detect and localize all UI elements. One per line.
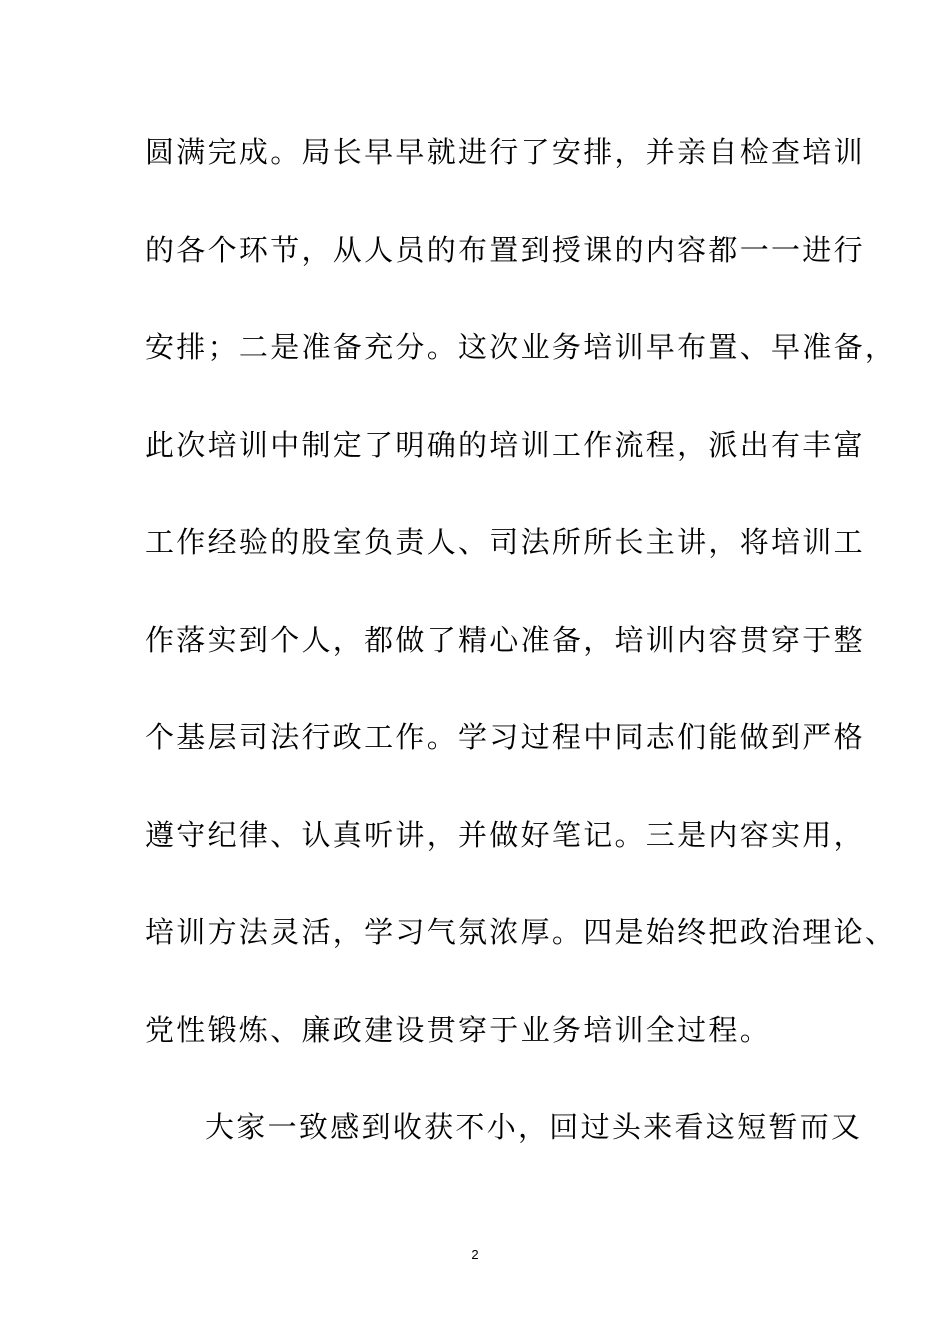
text-line-1: 圆满完成。局长早早就进行了安排，并亲自检查培训 bbox=[145, 135, 865, 169]
page-number: 2 bbox=[471, 1247, 479, 1262]
body-text bbox=[145, 127, 897, 1200]
text-line-4: 此次培训中制定了明确的培训工作流程，派出有丰富 bbox=[145, 427, 865, 462]
text-line-3: 安排；二是准备充分。这次业务培训早布置、早准备， bbox=[145, 330, 897, 364]
text-line-9: 培训方法灵活，学习气氛浓厚。四是始终把政治理论、 bbox=[145, 915, 897, 949]
text-line-6: 作落实到个人，都做了精心准备，培训内容贯穿于整 bbox=[145, 622, 865, 657]
text-line-7: 个基层司法行政工作。学习过程中同志们能做到严格 bbox=[145, 720, 865, 754]
text-line-8: 遵守纪律、认真听讲，并做好笔记。三是内容实用， bbox=[145, 817, 865, 852]
paragraph-start-line: 大家一致感到收获不小，回过头来看这短暂而又 bbox=[205, 1110, 863, 1144]
text-line-2: 的各个环节，从人员的布置到授课的内容都一一进行 bbox=[145, 232, 865, 267]
text-line-10: 党性锻炼、廉政建设贯穿于业务培训全过程。 bbox=[145, 1012, 772, 1047]
text-line-5: 工作经验的股室负责人、司法所所长主讲，将培训工 bbox=[145, 525, 865, 559]
